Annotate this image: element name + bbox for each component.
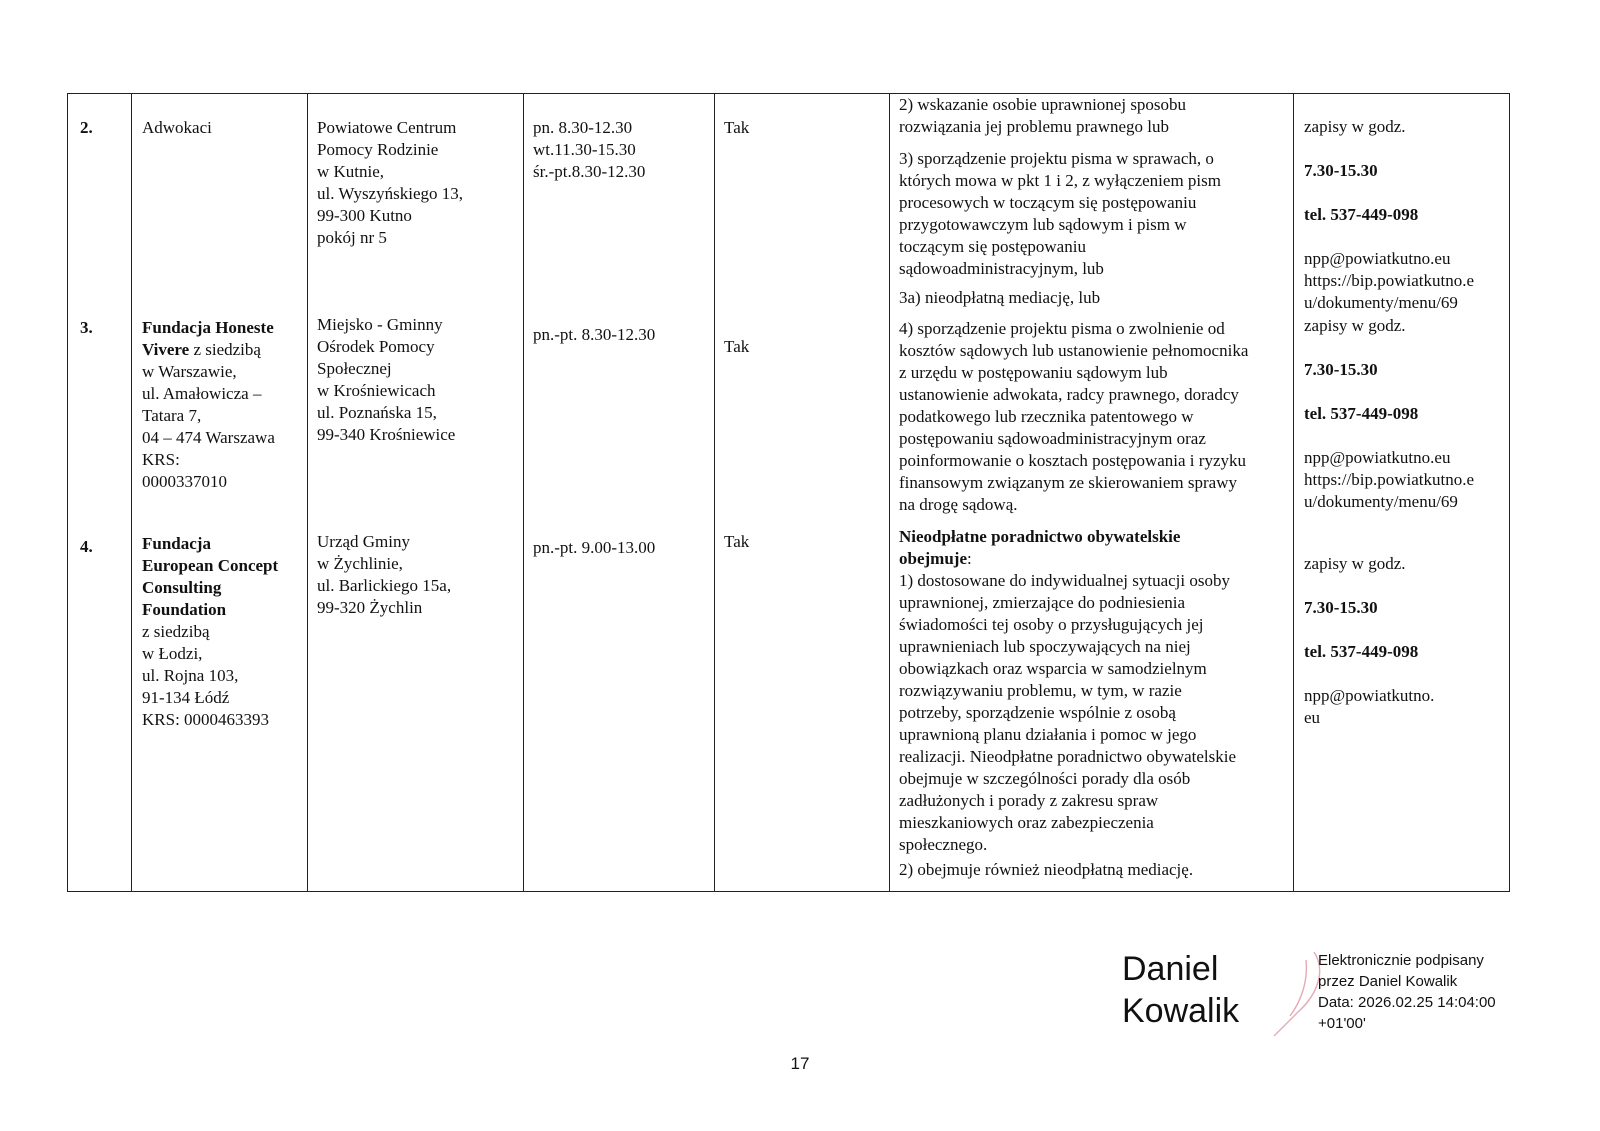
column-divider — [1293, 93, 1294, 892]
contact-hours: 7.30-15.30 — [1304, 598, 1378, 617]
contact-info — [1304, 293, 1474, 513]
civic-heading-text: Nieodpłatne poradnictwo obywatelskie obejmuje — [899, 527, 1181, 568]
contact-email-link[interactable]: npp@powiatkutno. eu — [1304, 686, 1435, 727]
scope-point-2: 2) wskazanie osobie uprawnionej sposobu rozwiązania jej problemu prawnego lub — [899, 95, 1187, 136]
column-divider — [307, 93, 308, 892]
civic-heading-colon: : — [966, 549, 972, 568]
signature-name — [1122, 948, 1239, 1032]
scope-point-4: 4) sporządzenie projektu pisma o zwolnienie od kosztów sądowych lub ustanowienie pełnomocnika z urzędu w postępowaniu sądowym lub ustanowienie adwokata, radcy prawnego, doradcy podatkowego lub rzecznika patentowego w postępowaniu sądowoadministracyjnym oraz poinformowanie o kosztach postępowania i ryzyku finansowym związanym ze skierowaniem sprawy na drogę sądową. — [899, 319, 1249, 514]
contact-intro: zapisy w godz. — [1304, 316, 1406, 335]
signature-details: Elektronicznie podpisany przez Daniel Kowalik Data: 2026.02.25 14:04:00 +01'00' — [1318, 952, 1496, 1032]
page-number: 17 — [790, 1054, 810, 1073]
location-address: Urząd Gminy w Żychlinie, ul. Barlickiego 15a, 99-320 Żychlin — [317, 532, 452, 617]
contact-info — [1304, 531, 1434, 729]
column-divider — [889, 93, 890, 892]
contact-phone: tel. 537-449-098 — [1304, 642, 1419, 661]
provider-name-bold: Fundacja Honeste Vivere — [142, 318, 274, 359]
row-number: 2. — [80, 118, 93, 137]
contact-hours: 7.30-15.30 — [1304, 360, 1378, 379]
column-divider — [131, 93, 132, 892]
contact-intro: zapisy w godz. — [1304, 117, 1406, 136]
provider-name-bold: Fundacja European Concept Consulting Foundation — [142, 534, 279, 619]
provider-details: z siedzibą w Warszawie, ul. Amałowicza – Tatara 7, 04 – 474 Warszawa KRS: 0000337010 — [142, 340, 275, 491]
accessibility-value: Tak — [724, 118, 750, 137]
provider-details: z siedzibą w Łodzi, ul. Rojna 103, 91-134 Łódź KRS: 0000463393 — [142, 622, 270, 729]
row-number: 3. — [80, 318, 93, 337]
signature-last-name: Kowalik — [1122, 992, 1240, 1030]
contact-email-link[interactable]: npp@powiatkutno.eu https://bip.powiatkutno.e u/dokumenty/menu/69 — [1304, 249, 1474, 312]
opening-hours: pn. 8.30-12.30 wt.11.30-15.30 śr.-pt.8.30-12.30 — [533, 118, 646, 181]
contact-phone: tel. 537-449-098 — [1304, 205, 1419, 224]
contact-intro: zapisy w godz. — [1304, 554, 1406, 573]
location-address: Powiatowe Centrum Pomocy Rodzinie w Kutnie, ul. Wyszyńskiego 13, 99-300 Kutno pokój nr 5 — [317, 118, 463, 247]
contact-email-link[interactable]: npp@powiatkutno.eu https://bip.powiatkutno.e u/dokumenty/menu/69 — [1304, 448, 1474, 511]
scope-point-3a: 3a) nieodpłatną mediację, lub — [899, 288, 1101, 307]
civic-point-2: 2) obejmuje również nieodpłatną mediację. — [899, 860, 1194, 879]
location-address: Miejsko - Gminny Ośrodek Pomocy Społecznej w Krośniewicach ul. Poznańska 15, 99-340 Krośniewice — [317, 315, 456, 444]
scope-point-3: 3) sporządzenie projektu pisma w sprawach, o których mowa w pkt 1 i 2, z wyłączeniem pism procesowych w toczącym się postępowaniu przygotowawczym lub sądowym i pism w toczącym się postępowaniu sądowoadministracyjnym, lub — [899, 149, 1221, 278]
column-divider — [523, 93, 524, 892]
accessibility-value: Tak — [724, 337, 750, 356]
contact-phone: tel. 537-449-098 — [1304, 404, 1419, 423]
provider-name — [142, 317, 275, 493]
column-divider — [714, 93, 715, 892]
provider-name — [142, 533, 278, 731]
contact-hours: 7.30-15.30 — [1304, 161, 1378, 180]
accessibility-value: Tak — [724, 532, 750, 551]
civic-point-1: 1) dostosowane do indywidualnej sytuacji osoby uprawnionej, zmierzające do podniesienia świadomości tej osoby o przysługujących jej uprawnieniach lub spoczywających na niej obowiązkach oraz wsparcia w samodzielnym rozwiązywaniu problemu, w tym, w razie potrzeby, sporządzenie wspólnie z osobą uprawnioną planu działania i pomoc w jego realizacji. Nieodpłatne poradnictwo obywatelskie obejmuje w szczególności porady dla osób zadłużonych i porady z zakresu spraw mieszkaniowych oraz zabezpieczenia społecznego. — [899, 571, 1237, 854]
opening-hours: pn.-pt. 9.00-13.00 — [533, 538, 656, 557]
civic-advice-heading — [899, 526, 1180, 570]
opening-hours: pn.-pt. 8.30-12.30 — [533, 325, 656, 344]
row-number: 4. — [80, 537, 93, 556]
contact-info — [1304, 94, 1474, 314]
signature-first-name: Daniel — [1122, 950, 1219, 988]
provider-name: Adwokaci — [142, 118, 212, 137]
